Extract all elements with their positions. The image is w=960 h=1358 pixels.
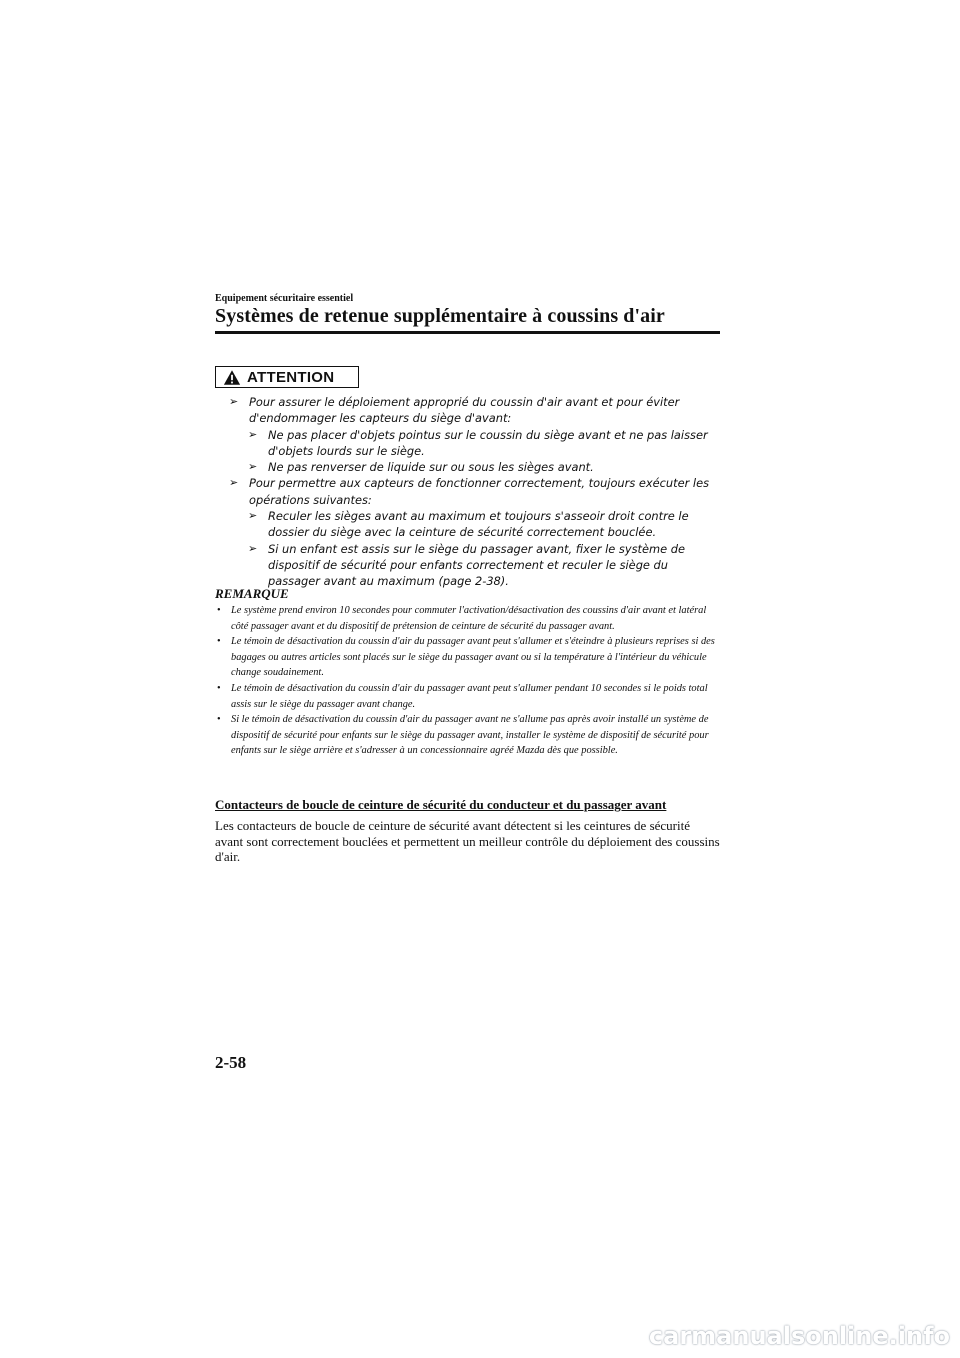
attention-subitem: ➢ Ne pas placer d'objets pointus sur le coussin du siège avant et ne pas laisser d'objets lourds sur le siège.	[248, 427, 708, 458]
page-number: 2-58	[215, 1053, 247, 1072]
title-rule	[215, 331, 720, 334]
remarque-list	[215, 603, 720, 759]
attention-item: ➢ Pour assurer le déploiement approprié du coussin d'air avant et pour éviter d'endommager les capteurs du siège d'avant:	[229, 395, 680, 426]
remarque-item: • Le système prend environ 10 secondes pour commuter l'activation/désactivation des coussins d'air avant et latéral côté passager avant et du dispositif de prétension de ceinture de sécurité du passager avant.	[217, 605, 707, 632]
arrow-bullet-icon: ➢	[248, 427, 258, 441]
arrow-bullet-icon: ➢	[248, 541, 258, 555]
attention-subitem: ➢ Si un enfant est assis sur le siège du passager avant, fixer le système de dispositif de sécurité pour enfants correctement et reculer le siège du passager avant au maximum (page 2-38).	[248, 541, 685, 589]
warning-icon	[223, 369, 241, 386]
arrow-bullet-icon: ➢	[229, 395, 239, 408]
remarque-item: • Si le témoin de désactivation du coussin d'air du passager avant ne s'allume pas après avoir installé un système de dispositif de sécurité pour enfants sur le siège du passager avant, installer le système de dispositif de sécurité pour enfants sur le siège arrière et s'adresser à un concessionnaire agréé Mazda dès que possible.	[217, 714, 709, 757]
section-label: Equipement sécuritaire essentiel	[215, 293, 354, 304]
arrow-bullet-icon: ➢	[248, 460, 258, 474]
attention-label: ATTENTION	[247, 368, 335, 386]
attention-subitem: ➢ Reculer les sièges avant au maximum et toujours s'asseoir droit contre le dossier du siège avec la ceinture de sécurité correctement bouclée.	[248, 509, 689, 540]
watermark: carmanualsonline.info	[648, 1322, 950, 1350]
section-heading: Contacteurs de boucle de ceinture de sécurité du conducteur et du passager avant	[215, 797, 667, 812]
bullet-icon: •	[217, 605, 221, 616]
attention-item: ➢ Pour permettre aux capteurs de fonctionner correctement, toujours exécuter les opérations suivantes:	[229, 476, 710, 507]
page-title: Systèmes de retenue supplémentaire à coussins d'air	[215, 305, 665, 327]
bullet-icon: •	[217, 682, 221, 694]
attention-subitem: ➢ Ne pas renverser de liquide sur ou sous les sièges avant.	[248, 460, 594, 475]
arrow-bullet-icon: ➢	[229, 476, 239, 490]
remarque-item: • Le témoin de désactivation du coussin d'air du passager avant peut s'allumer et s'éteindre à plusieurs reprises si des bagages ou autres articles sont placés sur le siège du passager avant ou si la température à l'intérieur du véhicule change soudainement.	[217, 636, 715, 679]
section-body: Les contacteurs de boucle de ceinture de sécurité avant détectent si les ceintures de sécurité avant sont correctement bouclées et permettent un meilleur contrôle du déploiement des coussins d'air.	[215, 818, 720, 864]
arrow-bullet-icon: ➢	[248, 509, 258, 523]
bullet-icon: •	[217, 714, 221, 726]
bullet-icon: •	[217, 636, 221, 648]
attention-box	[215, 366, 359, 388]
attention-list	[228, 394, 718, 590]
remarque-item: • Le témoin de désactivation du coussin d'air du passager avant peut s'allumer pendant 10 secondes si le poids total assis sur le siège du passager avant change.	[217, 682, 708, 710]
remarque-heading: REMARQUE	[215, 586, 289, 601]
